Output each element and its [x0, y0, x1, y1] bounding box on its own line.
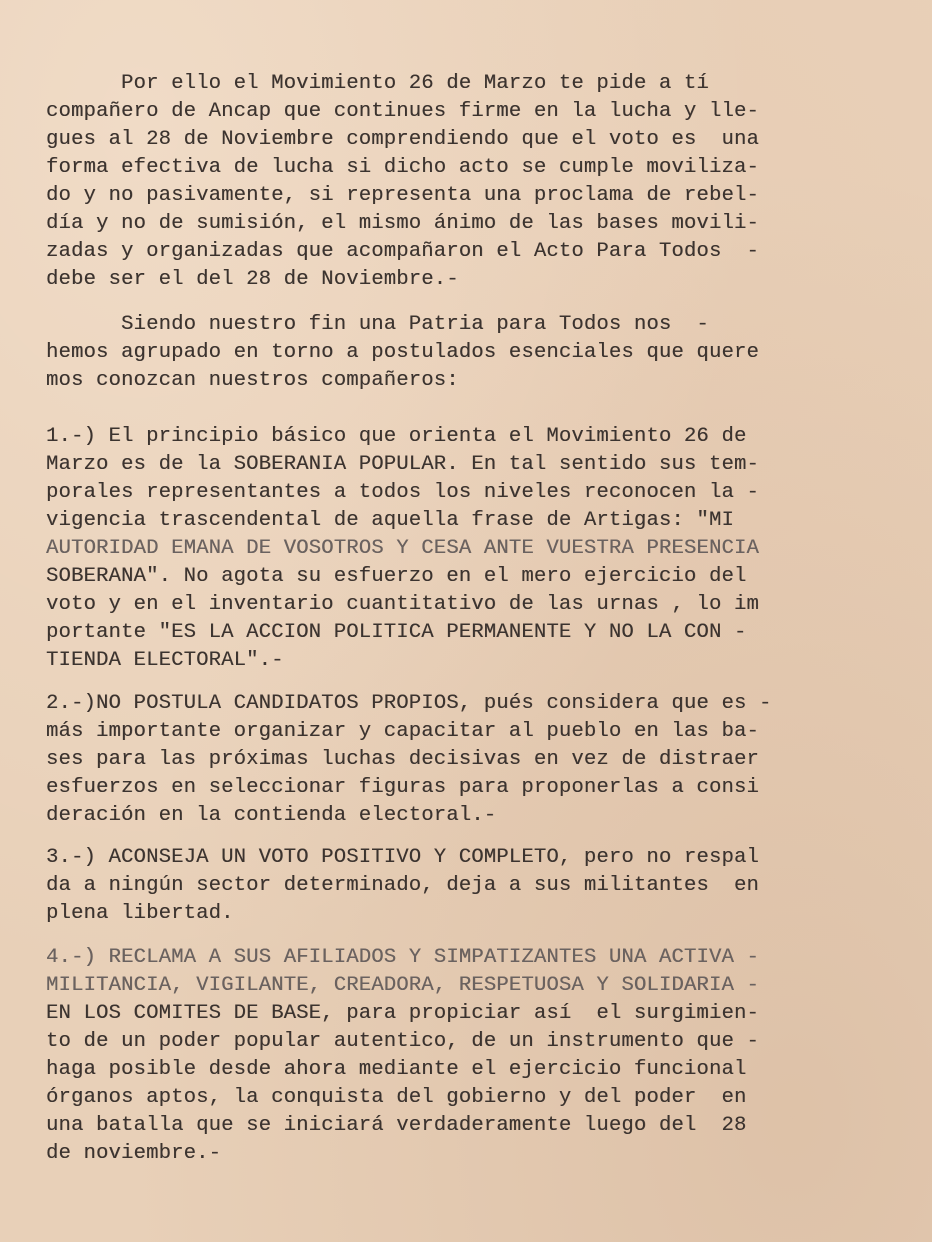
text-line: Marzo es de la SOBERANIA POPULAR. En tal sentido sus tem-: [46, 453, 759, 476]
text-line: forma efectiva de lucha si dicho acto se cumple moviliza-: [46, 156, 759, 179]
text-line: haga posible desde ahora mediante el ejercicio funcional: [46, 1058, 747, 1081]
text-line: zadas y organizadas que acompañaron el Acto Para Todos -: [46, 240, 759, 263]
text-line: TIENDA ELECTORAL".-: [46, 649, 284, 672]
text-line: día y no de sumisión, el mismo ánimo de las bases movili-: [46, 212, 759, 235]
paragraph-point-1: [46, 423, 896, 675]
text-line: voto y en el inventario cuantitativo de las urnas , lo im: [46, 593, 759, 616]
text-line: órganos aptos, la conquista del gobierno y del poder en: [46, 1086, 747, 1109]
paragraph-point-2: [46, 690, 896, 830]
text-line: esfuerzos en seleccionar figuras para proponerlas a consi: [46, 776, 759, 799]
text-line: SOBERANA". No agota su esfuerzo en el mero ejercicio del: [46, 565, 747, 588]
text-line: ses para las próximas luchas decisivas en vez de distraer: [46, 748, 759, 771]
text-line: gues al 28 de Noviembre comprendiendo que el voto es una: [46, 128, 759, 151]
text-line: compañero de Ancap que continues firme en la lucha y lle-: [46, 100, 759, 123]
text-line: 1.-) El principio básico que orienta el Movimiento 26 de: [46, 425, 747, 448]
text-line: MILITANCIA, VIGILANTE, CREADORA, RESPETUOSA Y SOLIDARIA -: [46, 974, 759, 997]
text-line: mos conozcan nuestros compañeros:: [46, 369, 459, 392]
text-line: portante "ES LA ACCION POLITICA PERMANENTE Y NO LA CON -: [46, 621, 747, 644]
text-line: porales representantes a todos los niveles reconocen la -: [46, 481, 759, 504]
text-line: da a ningún sector determinado, deja a sus militantes en: [46, 874, 759, 897]
text-line: Por ello el Movimiento 26 de Marzo te pide a tí: [46, 72, 709, 95]
text-line: Siendo nuestro fin una Patria para Todos nos -: [46, 313, 709, 336]
text-line: de noviembre.-: [46, 1142, 222, 1165]
text-line: más importante organizar y capacitar al pueblo en las ba-: [46, 720, 759, 743]
text-line: 4.-) RECLAMA A SUS AFILIADOS Y SIMPATIZANTES UNA ACTIVA -: [46, 946, 759, 969]
text-line: debe ser el del 28 de Noviembre.-: [46, 268, 459, 291]
text-line: do y no pasivamente, si representa una proclama de rebel-: [46, 184, 759, 207]
paragraph-intro: [46, 70, 896, 294]
text-line: AUTORIDAD EMANA DE VOSOTROS Y CESA ANTE VUESTRA PRESENCIA: [46, 537, 759, 560]
paragraph-point-4: [46, 944, 896, 1168]
text-line: EN LOS COMITES DE BASE, para propiciar así el surgimien-: [46, 1002, 759, 1025]
text-line: deración en la contienda electoral.-: [46, 804, 497, 827]
paragraph-point-3: [46, 844, 896, 928]
paragraph-postulados: [46, 311, 896, 395]
text-line: hemos agrupado en torno a postulados esenciales que quere: [46, 341, 759, 364]
text-line: plena libertad.: [46, 902, 234, 925]
text-line: una batalla que se iniciará verdaderamente luego del 28: [46, 1114, 747, 1137]
text-line: 3.-) ACONSEJA UN VOTO POSITIVO Y COMPLETO, pero no respal: [46, 846, 759, 869]
text-line: 2.-)NO POSTULA CANDIDATOS PROPIOS, pués considera que es -: [46, 692, 772, 715]
text-line: to de un poder popular autentico, de un instrumento que -: [46, 1030, 759, 1053]
text-line: vigencia trascendental de aquella frase de Artigas: "MI: [46, 509, 734, 532]
